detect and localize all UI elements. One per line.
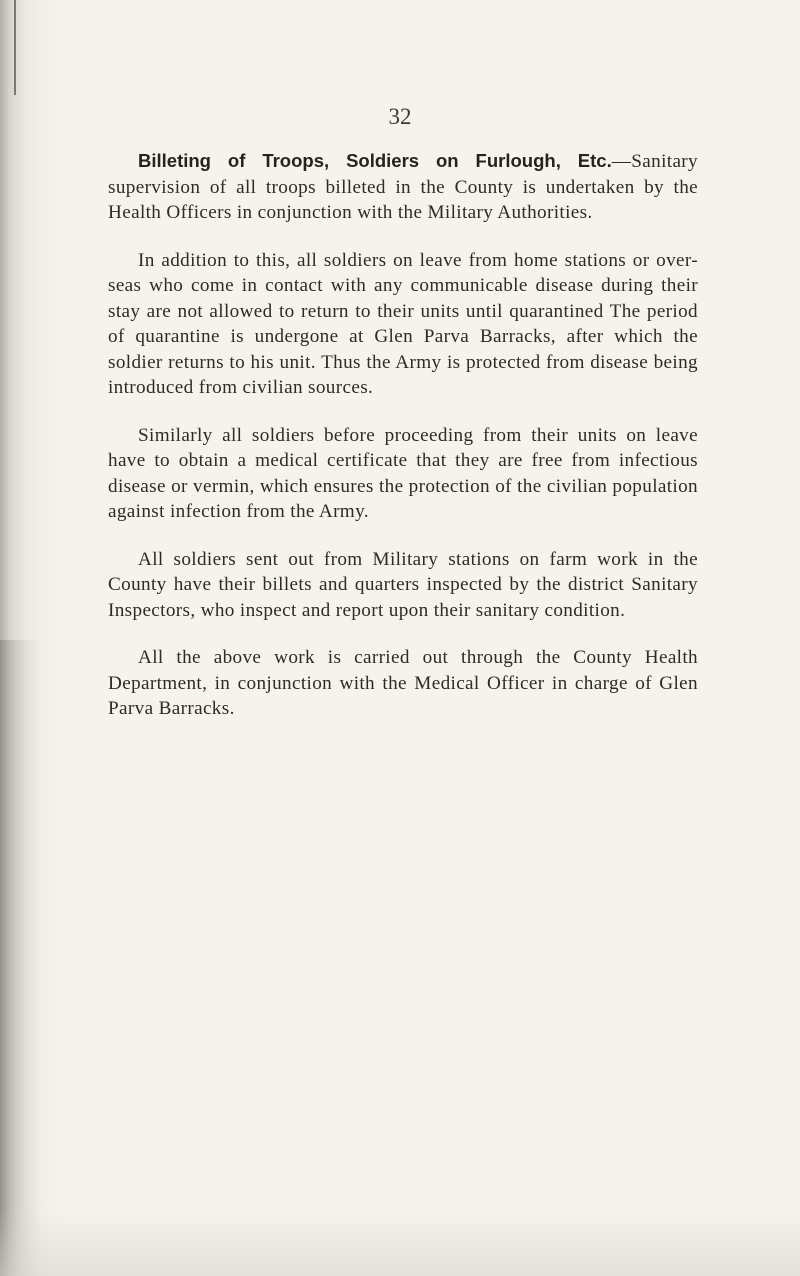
binding-shadow-lower [0, 640, 40, 1276]
page-bottom-shadow [0, 1206, 800, 1276]
paragraph-department: All the above work is carried out through the County Health Department, in conjunction with the Medical Officer in charge of Glen Parva Barracks. [108, 647, 698, 719]
section-heading: Billeting of Troops, Soldiers on Furlough, Etc. [138, 150, 612, 171]
paragraph-farm-work: All soldiers sent out from Military stations on farm work in the County have their billets and quarters inspected by the district Sanitary Inspectors, who inspect and report upon their sanitary condition. [108, 548, 698, 621]
page-body [108, 148, 698, 744]
paragraph-text: Sanitary supervision of all troops billeted in the County is undertaken by the Health Officers in conjunction with the Military Authorities. [108, 151, 698, 223]
binding-edge-line [14, 0, 16, 95]
heading-dash: — [611, 151, 632, 172]
page-number: 32 [388, 104, 412, 129]
paragraph-intro [108, 148, 698, 226]
paragraph-quarantine: In addition to this, all soldiers on leave from home stations or over-seas who come in contact with any communicable disease during their stay are not allowed to return to their units until quarantined The period of quarantine is undergone at Glen Parva Barracks, after which the soldier returns to his unit. Thus the Army is protected from disease being introduced from civilian sources. [108, 249, 698, 398]
paragraph-certificate: Similarly all soldiers before proceeding from their units on leave have to obtain a medical certificate that they are free from infectious disease or vermin, which ensures the protection of the civilian population against infection from the Army. [108, 424, 698, 522]
